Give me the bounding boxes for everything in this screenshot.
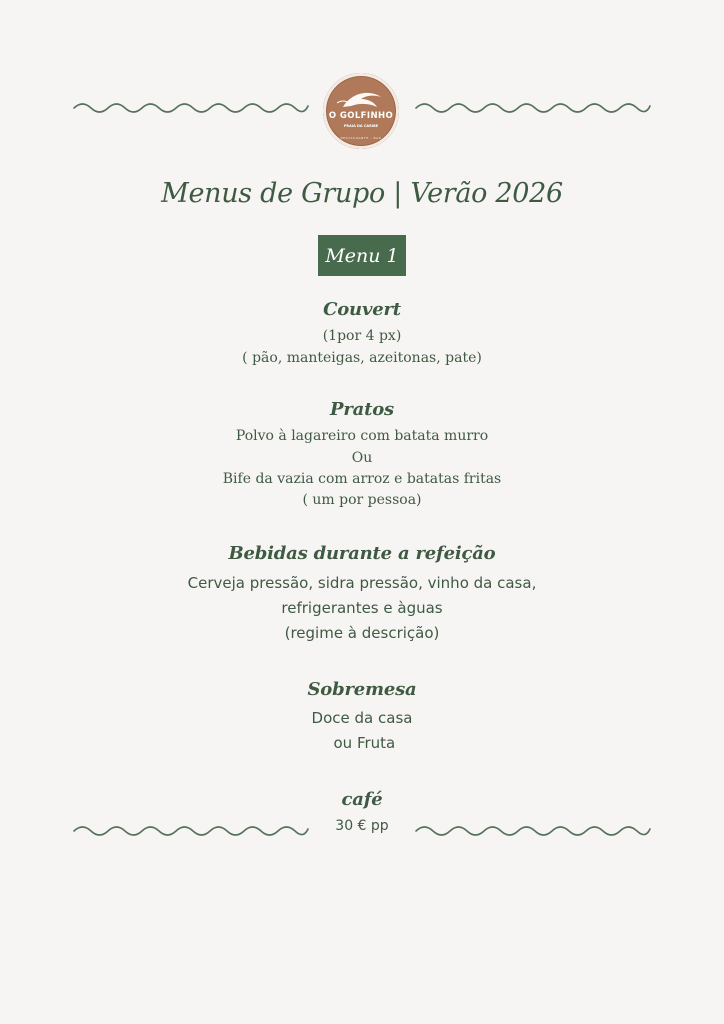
page-title: Menus de Grupo | Verão 2026 xyxy=(161,178,563,209)
section-heading-couvert: Couvert xyxy=(323,299,401,320)
section-heading-bebidas: Bebidas durante a refeição xyxy=(228,543,496,564)
pratos-line: Bife da vazia com arroz e batatas fritas xyxy=(222,471,502,487)
section-heading-cafe: café xyxy=(341,789,383,810)
couvert-line: ( pão, manteigas, azeitonas, pate) xyxy=(242,350,482,366)
couvert-line: (1por 4 px) xyxy=(322,328,402,344)
wave-divider-top-right xyxy=(414,100,652,116)
price-per-person: 30 € pp xyxy=(335,818,389,834)
bebidas-line: (regime à descrição) xyxy=(284,624,440,642)
wave-divider-bottom-left xyxy=(72,823,310,839)
pratos-line: Ou xyxy=(351,450,373,466)
sobremesa-line: Doce da casa xyxy=(311,709,413,727)
restaurant-logo xyxy=(323,73,399,149)
logo-subtitle: PRAIA DA CARIBE xyxy=(343,124,379,128)
logo-name: O GOLFINHO xyxy=(328,111,394,121)
pratos-line: ( um por pessoa) xyxy=(302,492,422,508)
wave-divider-bottom-right xyxy=(414,823,652,839)
logo-ring-text: RESTAURANTE · BAR xyxy=(340,136,382,140)
bebidas-line: refrigerantes e àguas xyxy=(281,599,443,617)
section-heading-sobremesa: Sobremesa xyxy=(307,679,417,700)
section-heading-pratos: Pratos xyxy=(330,399,394,420)
wave-divider-top-left xyxy=(72,100,310,116)
sobremesa-line: ou Fruta xyxy=(328,734,396,752)
menu-label-badge: Menu 1 xyxy=(318,235,406,276)
bebidas-line: Cerveja pressão, sidra pressão, vinho da casa, xyxy=(187,574,537,592)
pratos-line: Polvo à lagareiro com batata murro xyxy=(235,428,489,444)
